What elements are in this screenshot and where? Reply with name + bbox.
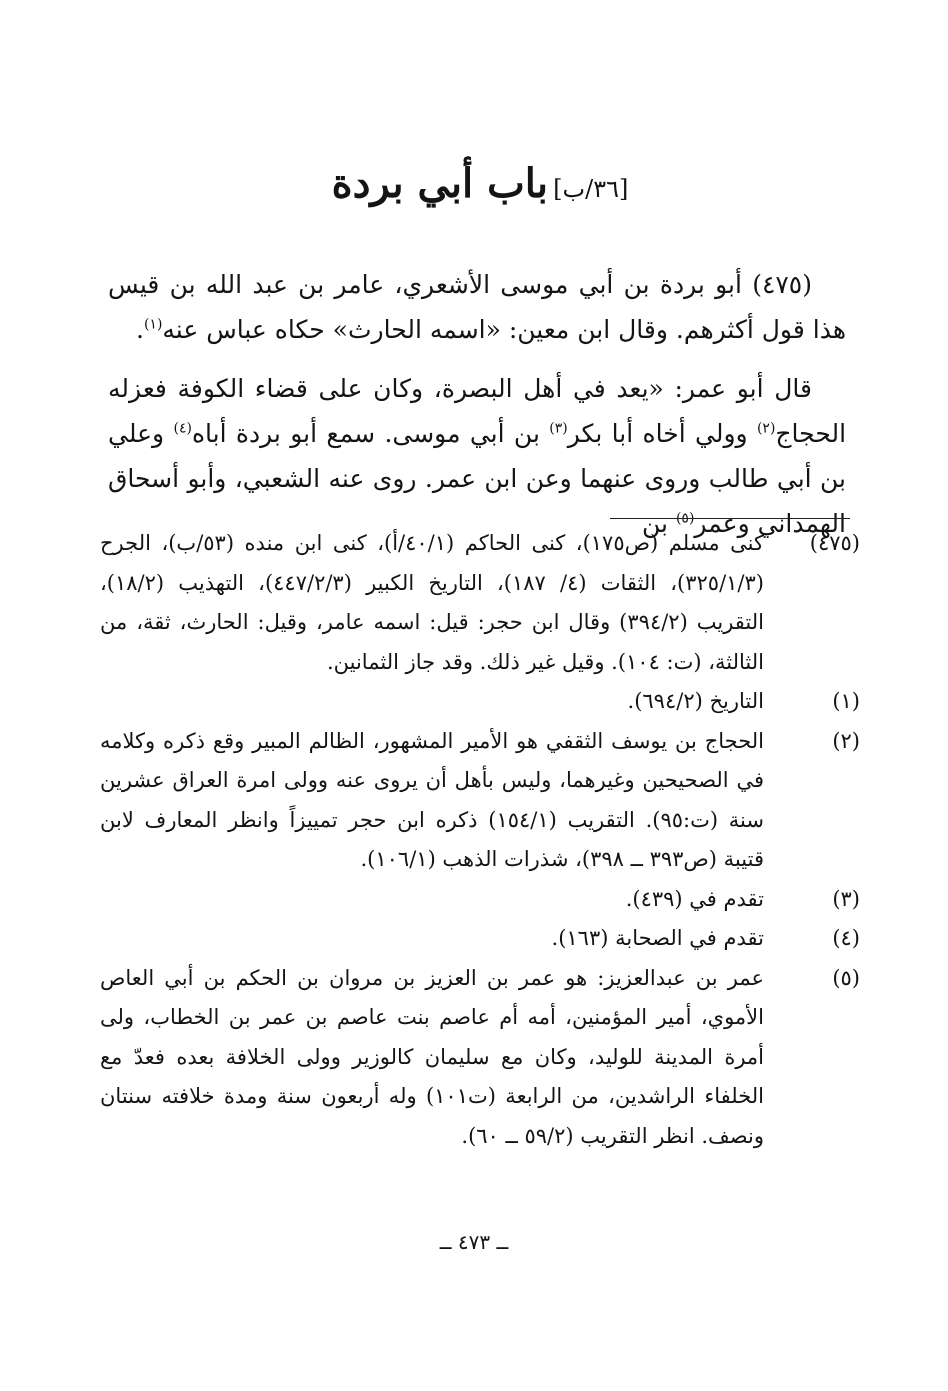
entry-paragraph <box>108 262 846 352</box>
footnote-ref: (٥) <box>675 510 695 527</box>
page-number: ــ ٤٧٣ ــ <box>439 1230 509 1254</box>
footnote-ref: (١) <box>143 316 163 333</box>
footnote-ref: (٢) <box>756 420 776 437</box>
footnote-number: (٤٧٥) <box>809 531 860 555</box>
footnote-ref: (٤) <box>173 420 192 437</box>
footnote-number: (٢) <box>832 728 860 753</box>
entry-number: (٤٧٥) <box>752 270 813 299</box>
footnote-text: الحجاج بن يوسف الثقفي هو الأمير المشهور، الظالم المبير وقع ذكره وكلامه في الصحيحين وغيرهما، وليس بأهل أن يروى عنه وولى امرة العراق عشرين سنة (ت:٩٥). التقريب (١٥٤/١) ذكره ابن حجر تمييزاً وانظر المعارف لابن قتيبة (ص٣٩٣ ــ ٣٩٨)، شذرات الذهب (١٠٦/١). <box>100 728 764 871</box>
quote-text: وعلي بن أبي طالب وروى عنهما وعن ابن عمر. روى عنه الشعبي، وأبو أسحاق الهمداني وعمر <box>108 419 846 538</box>
quote-text: وولي أخاه أبا بكر <box>567 419 748 448</box>
footnote-text: تقدم في الصحابة (١٦٣). <box>551 926 764 950</box>
chapter-title: باب أبي بردة <box>331 160 549 207</box>
footnote-number: (١) <box>832 689 860 713</box>
chapter-header <box>120 160 840 207</box>
footnote <box>100 722 860 880</box>
footnote-text: كنى مسلم (ص١٧٥)، كنى الحاكم (٤٠/١/أ)، كنى ابن منده (٥٣/ب)، الجرح (٣٢٥/١/٣)، الثقات (٤/ ١٨٧)، التاريخ الكبير (٤٤٧/٢/٣)، التهذيب (١٨/٢)، التقريب (٣٩٤/٢) وقال ابن حجر: قيل: اسمه عامر، وقيل: الحارث، ثقة، من الثالثة، (ت: ١٠٤). وقيل غير ذلك. وقد جاز الثمانين. <box>100 531 764 674</box>
footnote-ref: (٣) <box>549 420 568 437</box>
footnote-text: تقدم في (٤٣٩). <box>625 886 764 911</box>
folio-reference: [٣٦/ب] <box>553 175 629 203</box>
footnote-text: عمر بن عبدالعزيز: هو عمر بن العزيز بن مروان بن الحكم بن أبي العاص الأموي، أمير المؤمنين، أمه أم عاصم بنت عاصم بن عمر بن الخطاب، ولى أمرة المدينة للوليد، وكان مع سليمان كالوزير وولى الخلافة بعده فعدّ مع الخلفاء الراشدين، من الرابعة (ت١٠١) وله أربعون سنة ومدة خلافته سنتان ونصف. انظر التقريب (٥٩/٢ ــ ٦٠). <box>100 965 764 1148</box>
footnote-number: (٣) <box>832 886 860 911</box>
quote-paragraph <box>108 366 846 546</box>
footnote <box>100 682 860 722</box>
footnote <box>100 880 860 920</box>
footnote-number: (٤) <box>832 926 860 950</box>
quote-text: قال أبو عمر: «يعد في أهل البصرة، وكان على قضاء الكوفة فعزله الحجاج <box>108 374 847 448</box>
footnote <box>100 524 860 682</box>
main-text <box>108 262 846 546</box>
quote-text: بن أبي موسى. سمع أبو بردة أباه <box>191 419 540 448</box>
entry-text: أبو بردة بن أبي موسى الأشعري، عامر بن عبد الله بن قيس هذا قول أكثرهم. وقال ابن معين: «اسمه الحارث» حكاه عباس عنه <box>108 270 846 344</box>
entry-text-end: . <box>135 315 144 344</box>
footnote <box>100 919 860 959</box>
footnote-text: التاريخ (٦٩٤/٢). <box>627 689 764 713</box>
quote-text: بن <box>641 509 668 538</box>
footnote <box>100 959 860 1157</box>
footnote-number: (٥) <box>832 965 860 990</box>
footnote-divider <box>610 518 850 519</box>
footnotes <box>100 524 860 1156</box>
